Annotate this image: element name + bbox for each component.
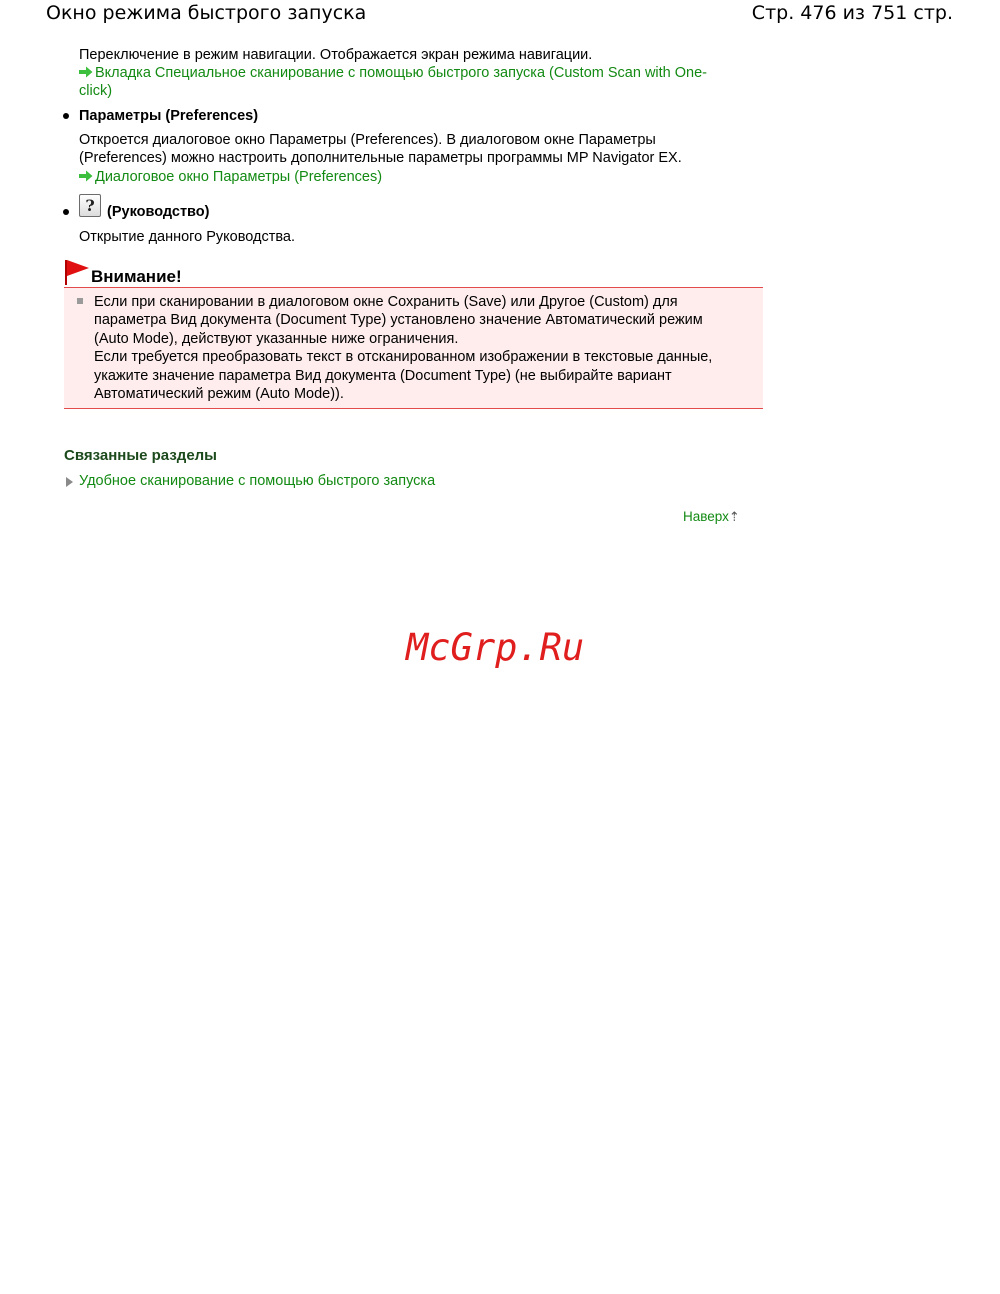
guide-heading: (Руководство) <box>107 204 210 220</box>
custom-scan-tab-link[interactable] <box>79 64 707 83</box>
guide-text: Открытие данного Руководства. <box>79 229 296 245</box>
attention-line: Автоматический режим (Auto Mode)). <box>94 386 344 402</box>
back-to-top-label: Наверх <box>683 509 729 524</box>
green-arrow-icon <box>79 66 93 78</box>
green-arrow-icon <box>79 170 93 182</box>
bullet <box>63 113 69 119</box>
attention-line: параметра Вид документа (Document Type) установлено значение Автоматический режим <box>94 312 703 328</box>
related-link-quick-start-scan[interactable]: Удобное сканирование с помощью быстрого запуска <box>79 473 436 489</box>
related-sections-title: Связанные разделы <box>64 447 217 464</box>
custom-scan-tab-link-continued[interactable]: click) <box>79 83 113 99</box>
custom-scan-tab-link-text: Вкладка Специальное сканирование с помощью быстрого запуска (Custom Scan with One- <box>95 65 707 81</box>
bullet <box>63 209 69 215</box>
square-bullet <box>77 298 83 304</box>
attention-line: Если требуется преобразовать текст в отсканированном изображении в текстовые данные, <box>94 349 713 365</box>
red-flag-icon <box>64 259 90 285</box>
page-header <box>0 0 1000 30</box>
preferences-dialog-link[interactable] <box>79 168 382 187</box>
attention-line: Если при сканировании в диалоговом окне Сохранить (Save) или Другое (Custom) для <box>94 294 678 310</box>
preferences-dialog-link-text: Диалоговое окно Параметры (Preferences) <box>95 169 383 185</box>
attention-line: укажите значение параметра Вид документа (Document Type) (не выбирайте вариант <box>94 368 672 384</box>
watermark: McGrp.Ru <box>406 626 585 669</box>
page-number: Стр. 476 из 751 стр. <box>751 2 953 24</box>
preferences-text-line: (Preferences) можно настроить дополнительные параметры программы MP Navigator EX. <box>79 150 682 166</box>
attention-title: Внимание! <box>91 267 182 286</box>
arrow-up-icon: ⇡ <box>728 509 740 524</box>
attention-line: (Auto Mode), действуют указанные ниже ограничения. <box>94 331 459 347</box>
nav-mode-text: Переключение в режим навигации. Отображается экран режима навигации. <box>79 47 593 63</box>
preferences-text-line: Откроется диалоговое окно Параметры (Preferences). В диалоговом окне Параметры <box>79 132 656 148</box>
help-icon: ? <box>79 194 101 217</box>
triangle-right-icon <box>66 477 73 487</box>
preferences-heading: Параметры (Preferences) <box>79 108 259 124</box>
page-title: Окно режима быстрого запуска <box>46 2 367 24</box>
back-to-top-link[interactable] <box>683 509 740 525</box>
